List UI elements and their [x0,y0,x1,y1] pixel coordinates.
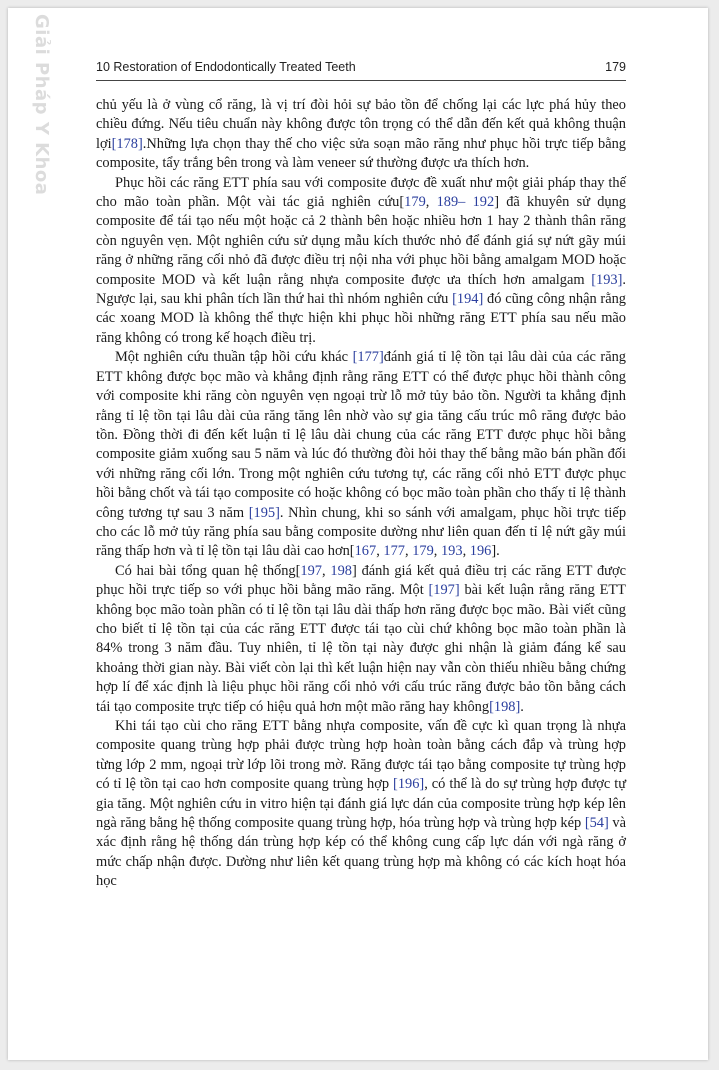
paragraph-text: , [433,543,441,560]
citation-link[interactable]: [177] [352,349,384,366]
paragraph-text: đó cũng công nhận rằng các xoang MOD là không thể thực hiện khi phục hồi những răng ETT phía sau nếu mão răng không có trong kế hoạch điều trị. [96,291,627,346]
citation-link[interactable]: [54] [584,815,609,832]
paragraph [96,717,626,892]
chapter-title: 10 Restoration of Endodontically Treated Teeth [96,60,356,74]
citation-link[interactable]: 179 [412,543,434,560]
paragraph [96,174,626,349]
paragraph-text: và xác định rằng hệ thống dán trùng hợp kép có thể không cung cấp lực dán với ngà răng ở mức chấp nhận được. Dường như liên kết quang trùng hợp mà không có các kích hoạt hóa học [96,815,627,890]
paragraph-text: ] đánh giá kết quả điều trị các răng ETT được phục hồi trực tiếp so với phục hồi bằng mão răng. Một [96,562,626,599]
paragraph-text: ]. [491,543,500,560]
paragraph-text: , có thể là do sự trùng hợp được tự gia tăng. Một nghiên cứu in vitro hiện tại đánh giá lực dán của composite trùng hợp kép lên ngà răng bằng hệ thống composite quang trùng hợp, hóa trùng hợp và trùng hợp kép [96,776,626,832]
citation-link[interactable]: 189– 192 [436,194,495,211]
paragraph-text: chủ yếu là ở vùng cổ răng, là vị trí đòi hỏi sự bảo tồn để chống lại các lực phá hủy theo chiều đứng. Nếu tiêu chuẩn này không được tôn trọng có thể dẫn đến kết quả không thuận lợi [96,97,626,152]
paragraph-text: Khi tái tạo cùi cho răng ETT bằng nhựa composite, vấn đề cực kì quan trọng là nhựa composite quang trùng hợp phải được trùng hợp hoàn toàn bằng cách đắp và trùng hợp từng lớp 2 mm, ngoại trừ lớp lõi trong mờ. Răng được tái tạo bằng composite tự trùng hợp có tỉ lệ tồn tại cao hơn composite quang trùng hợp [96,718,626,793]
paragraph [96,562,626,717]
citation-link[interactable]: [194] [452,291,484,308]
citation-link[interactable]: [193] [591,271,623,288]
citation-link[interactable]: 198 [330,562,352,579]
citation-link[interactable]: 197 [300,562,322,579]
citation-link[interactable]: [178] [111,135,143,152]
paragraph [96,348,626,561]
header-rule [96,80,626,81]
citation-link[interactable]: [197] [428,582,460,599]
document-page [8,8,708,1060]
watermark-text: Giải Pháp Y Khoa [31,14,52,196]
paragraph-text: bài kết luận rằng răng ETT không bọc mão toàn phần có tỉ lệ tồn tại lâu dài thấp hơn răng được bọc mão. Bài viết cũng cho biết tỉ lệ tồn tại của các răng ETT được tái tạo cùi chứ không bọc mão toàn phần là 84% trong 3 năm đầu. Tuy nhiên, tỉ lệ tồn tại này được ghi nhận là giảm đáng kể sau khoảng thời gian này. Bài viết còn lại thì kết luận hiện nay vẫn còn thiếu nhiều bằng chứng hợp lí để xác định là liệu phục hồi răng cối nhỏ với cấu trúc răng được bảo tồn bằng cách tái tạo composite trực tiếp có hiệu quả hơn một mão răng hay không [96,582,626,715]
paragraph-text: Phục hồi các răng ETT phía sau với composite được đề xuất như một giải pháp thay thế cho mão toàn phần. Một vài tác giả nghiên cứu[ [96,174,626,211]
citation-link[interactable]: [196] [393,776,425,793]
paragraph-text: Có hai bài tổng quan hệ thống[ [115,562,301,579]
citation-link[interactable]: [198] [489,698,521,715]
citation-link[interactable]: 167 [354,543,377,560]
citation-link[interactable]: 177 [383,543,405,560]
paragraph-text: , [404,543,413,560]
paragraph-text: . Ngược lại, sau khi phân tích lần thứ hai thì nhóm nghiên cứu [96,271,626,308]
running-head [96,60,626,80]
paragraph-text: đánh giá tỉ lệ tồn tại lâu dài của các răng ETT không được bọc mão và khẳng định rằng răng ETT có thể được phục hồi thành công với composite khi răng còn nguyên vẹn ngoại trừ lỗ mở tủy bảo tồn. Người ta khẳng định rằng tỉ lệ tồn tại lâu dài của răng tăng lên nhờ vào sự gia tăng cấu trúc mô răng được bảo tồn. Đồng thời đi đến kết luận tỉ lệ lâu dài chung của các răng ETT được phục hồi bằng composite giảm xuống sau 5 năm và lúc đó thường đòi hỏi thay thế bằng mão bán phần đối với những răng cối lớn. Trong một nghiên cứu tương tự, các răng cối nhỏ ETT được phục hồi bằng chốt và tái tạo composite có hoặc không có bọc mão toàn phần cho thấy tỉ lệ thành công tương tự sau 3 năm [96,349,626,521]
body-text [96,96,626,892]
paragraph-text: .Những lựa chọn thay thế cho việc sửa soạn mão răng như phục hồi trực tiếp bằng composite, tẩy trắng bên trong và làm veneer sứ thường được ưa thích hơn. [96,135,626,172]
citation-link[interactable]: [195] [248,504,280,521]
paragraph-text: , [462,543,470,560]
paragraph-text: , [425,194,437,211]
citation-link[interactable]: 196 [469,543,492,560]
paragraph [96,96,626,174]
paragraph-text: Một nghiên cứu thuần tập hồi cứu khác [115,349,353,366]
paragraph-text: , [376,543,384,560]
paragraph-text: . Nhìn chung, khi so sánh với amalgam, phục hồi trực tiếp cho các lỗ mở tủy răng phía sau bằng composite dường như liên quan đến tỉ lệ nứt gãy múi răng thấp hơn và tỉ lệ tồn tại lâu dài cao hơn[ [96,504,627,560]
citation-link[interactable]: 193 [440,543,463,560]
citation-link[interactable]: 179 [404,194,426,211]
paragraph-text: ] đã khuyên sử dụng composite để tái tạo nếu một hoặc cả 2 thành bên hoặc nhiều hơn 1 hay 2 thành thân răng còn nguyên vẹn. Một nghiên cứu sử dụng mẫu kích thước nhỏ để đánh giá sự nứt gãy múi răng ở những răng cối nhỏ đã được điều trị nội nha với phục hồi bằng amalgam MOD hoặc composite MOD và kết luận rằng nhựa composite được ưa thích hơn amalgam [96,194,626,288]
paragraph-text: , [322,562,331,579]
page-number: 179 [605,60,626,74]
paragraph-text: . [520,698,524,715]
